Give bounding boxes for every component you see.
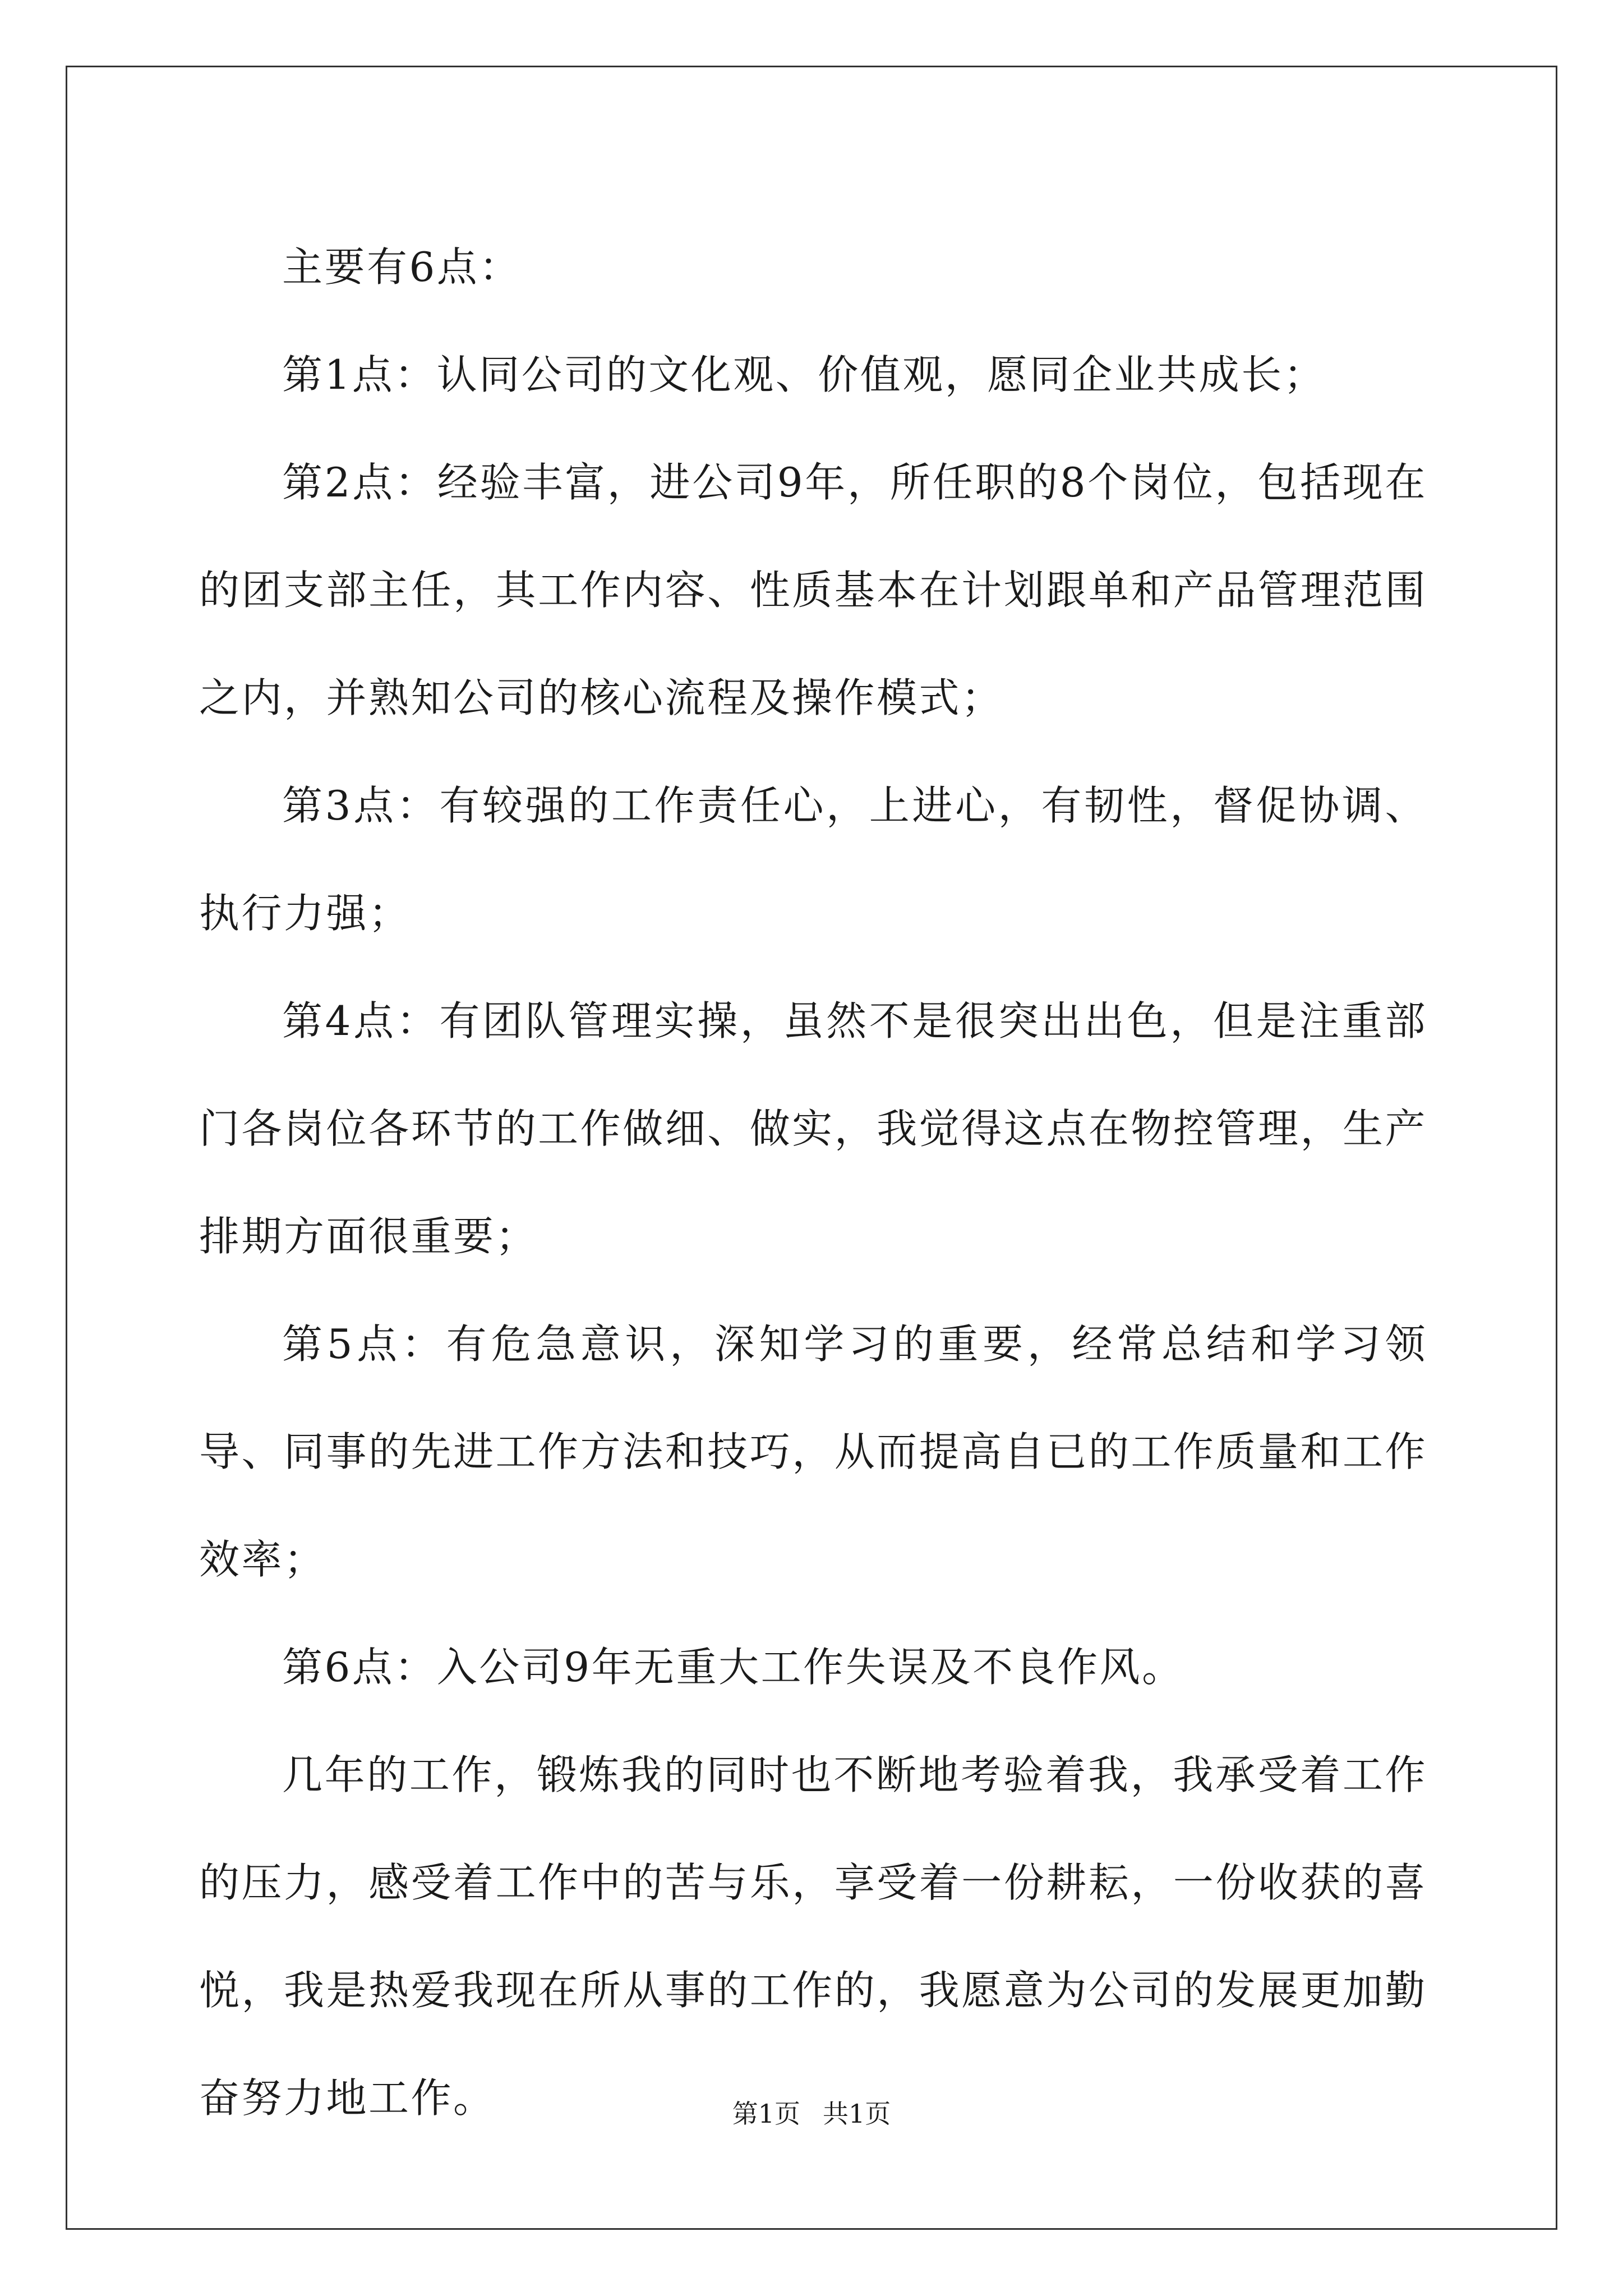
page-footer xyxy=(0,2097,1623,2131)
paragraph-point-6: 第6点：入公司9年无重大工作失误及不良作风。 xyxy=(282,1644,1184,1691)
paragraph-point-5: 第5点：有危急意识，深知学习的重要，经常总结和学习领导、同事的先进工作方法和技巧，从而提高自已的工作质量和工作效率； xyxy=(199,1320,1427,1583)
paragraph-point-1: 第1点：认同公司的文化观、价值观，愿同企业共成长； xyxy=(282,351,1326,398)
document-body xyxy=(199,213,1427,2152)
paragraph-summary-intro: 主要有6点： xyxy=(282,243,522,291)
page-number: 第1页 xyxy=(732,2099,800,2129)
paragraph-point-4: 第4点：有团队管理实操，虽然不是很突出出色，但是注重部门各岗位各环节的工作做细、做实，我觉得这点在物控管理，生产排期方面很重要； xyxy=(199,997,1427,1260)
paragraph-conclusion: 几年的工作，锻炼我的同时也不断地考验着我，我承受着工作的压力，感受着工作中的苦与乐，享受着一份耕耘，一份收获的喜悦，我是热爱我现在所从事的工作的，我愿意为公司的发展更加勤奋努力地工作。 xyxy=(199,1751,1427,2122)
page-total: 共1页 xyxy=(823,2099,891,2129)
paragraph-point-3: 第3点：有较强的工作责任心，上进心，有韧性，督促协调、执行力强； xyxy=(199,782,1427,937)
paragraph-point-2: 第2点：经验丰富，进公司9年，所任职的8个岗位，包括现在的团支部主任，其工作内容、性质基本在计划跟单和产品管理范围之内，并熟知公司的核心流程及操作模式； xyxy=(199,459,1427,721)
